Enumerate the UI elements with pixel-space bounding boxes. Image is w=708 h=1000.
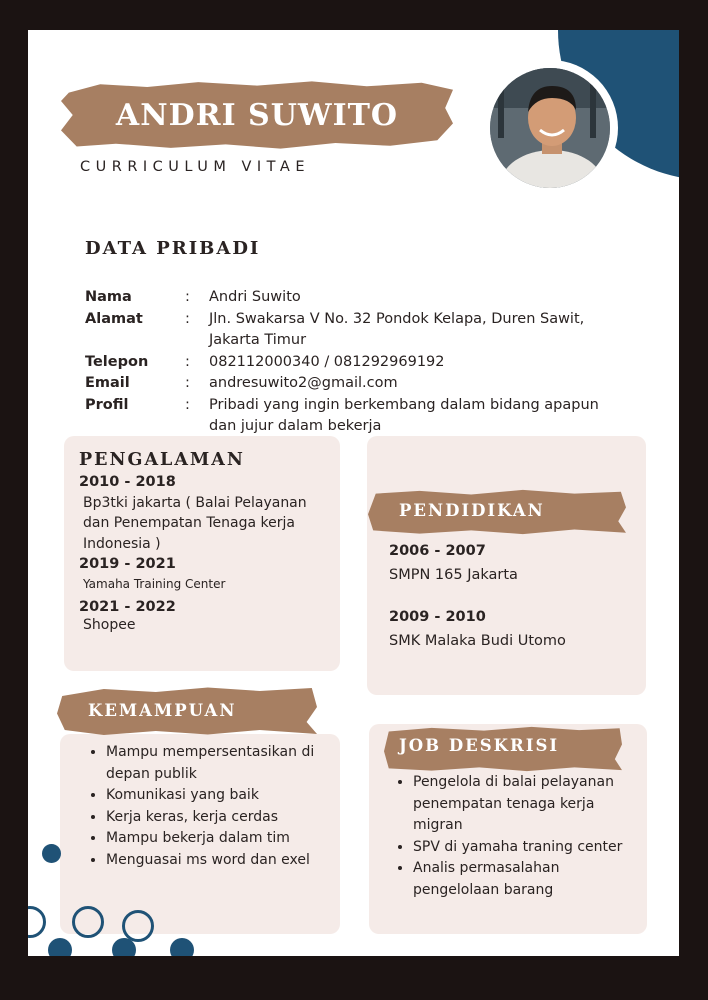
personal-data-list [85,287,604,438]
personal-row-phone [85,352,604,374]
row-colon: : [185,375,190,391]
row-value: Jln. Swakarsa V No. 32 Pondok Kelapa, Duren Sawit, Jakarta Timur [209,310,585,348]
education-school: SMPN 165 Jakarta [389,567,518,583]
education-heading: PENDIDIKAN [399,501,545,520]
experience-card [64,436,340,671]
education-list [389,543,629,649]
row-label: Telepon [85,353,149,370]
decor-circle [112,938,136,956]
decor-circle [170,938,194,956]
row-label: Alamat [85,310,143,327]
personal-row-email [85,373,604,395]
skill-item: • Komunikasi yang baik [106,785,331,807]
skill-item: • Mampu mempersentasikan di depan publik [106,742,331,785]
row-colon: : [185,310,190,327]
job-item: • Analis permasalahan pengelolaan barang [413,858,638,901]
job-heading: JOB DESKRISI [399,736,560,755]
row-colon: : [185,396,190,413]
row-colon: : [185,353,190,370]
document-subtitle: CURRICULUM VITAE [80,159,310,175]
job-list [393,772,638,901]
row-label: Email [85,375,130,391]
row-label: Profil [85,396,129,413]
experience-list [79,472,324,634]
job-item: • SPV di yamaha traning center [413,837,638,859]
decor-ring [28,906,46,938]
job-item: • Pengelola di balai pelayanan penempatan tenaga kerja migran [413,772,638,837]
row-label: Nama [85,289,132,305]
row-value: Pribadi yang ingin berkembang dalam bidang apapun dan jujur dalam bekerja [209,396,599,434]
experience-years: 2019 - 2021 [79,556,176,572]
skills-list [86,742,331,871]
cv-page [28,30,679,956]
decor-ring [72,906,104,938]
experience-desc: Bp3tki jakarta ( Balai Pelayanan dan Penempatan Tenaga kerja Indonesia ) [83,494,307,552]
skill-item: • Kerja keras, kerja cerdas [106,807,331,829]
skills-heading: KEMAMPUAN [88,701,237,720]
experience-desc: Shopee [83,617,136,633]
education-school: SMK Malaka Budi Utomo [389,633,566,649]
personal-data-heading: DATA PRIBADI [85,238,261,259]
experience-years: 2021 - 2022 [79,598,176,615]
decor-ring [122,910,154,942]
row-colon: : [185,289,190,305]
skill-item: • Menguasai ms word dan exel [106,850,331,872]
education-years: 2009 - 2010 [389,609,486,625]
personal-row-address [85,309,604,352]
experience-desc: Yamaha Training Center [83,576,226,591]
row-value: Andri Suwito [209,289,301,305]
skill-item: • Mampu bekerja dalam tim [106,828,331,850]
row-value: 082112000340 / 081292969192 [209,353,445,370]
personal-row-name [85,287,604,309]
education-years: 2006 - 2007 [389,543,486,559]
row-value: andresuwito2@gmail.com [209,375,398,391]
personal-row-profile [85,395,604,438]
candidate-name: ANDRI SUWITO [115,97,399,133]
decor-circle [48,938,72,956]
decor-circle [42,844,61,863]
experience-heading: PENGALAMAN [79,450,245,470]
photo-frame [482,60,618,196]
experience-years: 2010 - 2018 [79,474,176,490]
profile-photo [490,68,610,188]
